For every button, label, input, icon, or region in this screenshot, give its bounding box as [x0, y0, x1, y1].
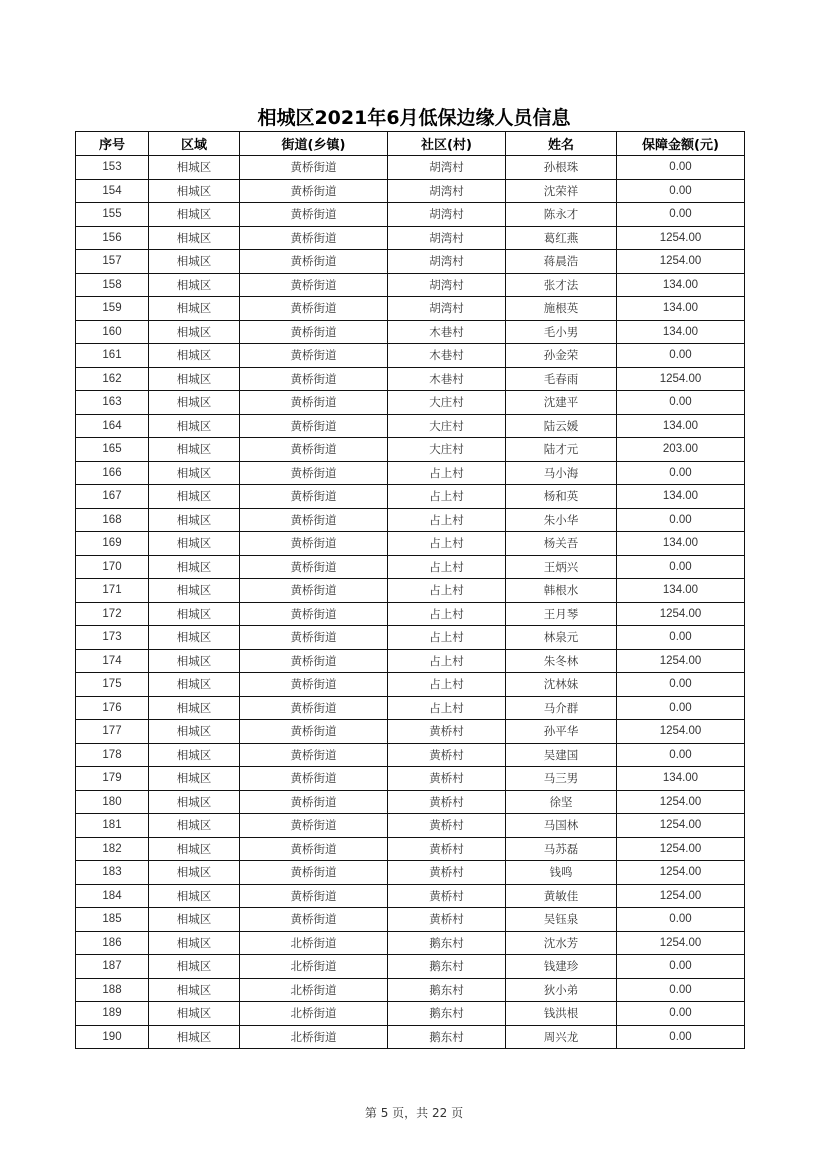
cell-district: 相城区 [149, 273, 240, 297]
table-row [76, 226, 745, 250]
cell-community: 黄桥村 [388, 814, 506, 838]
cell-amount: 0.00 [617, 203, 745, 227]
table-row [76, 461, 745, 485]
cell-community: 占上村 [388, 508, 506, 532]
cell-community: 木巷村 [388, 344, 506, 368]
cell-name: 马三男 [506, 767, 617, 791]
cell-name: 马小海 [506, 461, 617, 485]
cell-index: 166 [76, 461, 149, 485]
cell-street: 北桥街道 [240, 931, 388, 955]
cell-community: 大庄村 [388, 414, 506, 438]
table-row [76, 649, 745, 673]
cell-name: 王月琴 [506, 602, 617, 626]
cell-index: 174 [76, 649, 149, 673]
cell-amount: 1254.00 [617, 226, 745, 250]
cell-amount: 0.00 [617, 908, 745, 932]
cell-amount: 0.00 [617, 344, 745, 368]
cell-street: 北桥街道 [240, 1025, 388, 1049]
cell-street: 黄桥街道 [240, 884, 388, 908]
cell-index: 160 [76, 320, 149, 344]
cell-street: 黄桥街道 [240, 438, 388, 462]
cell-street: 黄桥街道 [240, 696, 388, 720]
cell-amount: 0.00 [617, 626, 745, 650]
cell-index: 181 [76, 814, 149, 838]
table-row [76, 720, 745, 744]
cell-name: 马国林 [506, 814, 617, 838]
cell-amount: 134.00 [617, 485, 745, 509]
cell-name: 蒋晨浩 [506, 250, 617, 274]
cell-street: 北桥街道 [240, 955, 388, 979]
cell-index: 179 [76, 767, 149, 791]
cell-street: 黄桥街道 [240, 532, 388, 556]
table-row [76, 673, 745, 697]
cell-community: 占上村 [388, 579, 506, 603]
table-row [76, 790, 745, 814]
cell-street: 黄桥街道 [240, 555, 388, 579]
cell-name: 毛小男 [506, 320, 617, 344]
cell-district: 相城区 [149, 720, 240, 744]
cell-district: 相城区 [149, 461, 240, 485]
table-row [76, 297, 745, 321]
cell-street: 黄桥街道 [240, 673, 388, 697]
cell-index: 184 [76, 884, 149, 908]
header-street: 街道(乡镇) [240, 132, 388, 156]
cell-district: 相城区 [149, 626, 240, 650]
cell-district: 相城区 [149, 179, 240, 203]
table-row [76, 555, 745, 579]
cell-name: 孙金荣 [506, 344, 617, 368]
cell-index: 167 [76, 485, 149, 509]
cell-district: 相城区 [149, 320, 240, 344]
cell-community: 鹅东村 [388, 931, 506, 955]
cell-community: 占上村 [388, 532, 506, 556]
cell-amount: 134.00 [617, 273, 745, 297]
cell-name: 朱冬林 [506, 649, 617, 673]
table-row [76, 273, 745, 297]
cell-name: 钱鸣 [506, 861, 617, 885]
cell-street: 黄桥街道 [240, 273, 388, 297]
table-row [76, 203, 745, 227]
cell-community: 胡湾村 [388, 297, 506, 321]
cell-name: 沈水芳 [506, 931, 617, 955]
cell-community: 胡湾村 [388, 250, 506, 274]
cell-index: 180 [76, 790, 149, 814]
cell-amount: 134.00 [617, 320, 745, 344]
cell-district: 相城区 [149, 250, 240, 274]
cell-district: 相城区 [149, 555, 240, 579]
cell-street: 黄桥街道 [240, 367, 388, 391]
cell-district: 相城区 [149, 884, 240, 908]
cell-district: 相城区 [149, 602, 240, 626]
header-community: 社区(村) [388, 132, 506, 156]
cell-amount: 0.00 [617, 179, 745, 203]
cell-street: 黄桥街道 [240, 767, 388, 791]
table-row [76, 156, 745, 180]
cell-community: 黄桥村 [388, 767, 506, 791]
cell-amount: 0.00 [617, 978, 745, 1002]
table-row [76, 250, 745, 274]
page-footer: 第 5 页，共 22 页 [364, 1106, 464, 1120]
cell-district: 相城区 [149, 1025, 240, 1049]
cell-amount: 0.00 [617, 1002, 745, 1026]
header-amount: 保障金额(元) [617, 132, 745, 156]
cell-index: 155 [76, 203, 149, 227]
cell-index: 186 [76, 931, 149, 955]
cell-district: 相城区 [149, 814, 240, 838]
header-index: 序号 [76, 132, 149, 156]
cell-index: 188 [76, 978, 149, 1002]
table-row [76, 884, 745, 908]
table-row [76, 367, 745, 391]
cell-name: 陈永才 [506, 203, 617, 227]
cell-index: 161 [76, 344, 149, 368]
cell-amount: 1254.00 [617, 790, 745, 814]
cell-community: 黄桥村 [388, 884, 506, 908]
cell-street: 黄桥街道 [240, 508, 388, 532]
cell-street: 黄桥街道 [240, 414, 388, 438]
cell-amount: 134.00 [617, 579, 745, 603]
cell-amount: 1254.00 [617, 720, 745, 744]
table-row [76, 344, 745, 368]
page-title: 相城区2021年6月低保边缘人员信息 [257, 107, 571, 129]
cell-index: 157 [76, 250, 149, 274]
table-row [76, 485, 745, 509]
cell-amount: 0.00 [617, 955, 745, 979]
cell-index: 165 [76, 438, 149, 462]
cell-amount: 1254.00 [617, 931, 745, 955]
cell-district: 相城区 [149, 344, 240, 368]
cell-index: 178 [76, 743, 149, 767]
cell-community: 木巷村 [388, 320, 506, 344]
cell-district: 相城区 [149, 861, 240, 885]
cell-street: 黄桥街道 [240, 226, 388, 250]
table-row [76, 931, 745, 955]
header-name: 姓名 [506, 132, 617, 156]
cell-name: 杨关吾 [506, 532, 617, 556]
cell-index: 177 [76, 720, 149, 744]
cell-district: 相城区 [149, 696, 240, 720]
cell-community: 鹅东村 [388, 1002, 506, 1026]
cell-index: 162 [76, 367, 149, 391]
cell-community: 黄桥村 [388, 908, 506, 932]
table-row [76, 861, 745, 885]
cell-amount: 0.00 [617, 673, 745, 697]
table-row [76, 532, 745, 556]
cell-index: 168 [76, 508, 149, 532]
cell-name: 毛春雨 [506, 367, 617, 391]
cell-name: 施根英 [506, 297, 617, 321]
cell-index: 175 [76, 673, 149, 697]
cell-index: 154 [76, 179, 149, 203]
cell-community: 黄桥村 [388, 720, 506, 744]
table-body [76, 156, 745, 1049]
cell-street: 北桥街道 [240, 978, 388, 1002]
cell-district: 相城区 [149, 649, 240, 673]
cell-name: 马苏磊 [506, 837, 617, 861]
cell-amount: 1254.00 [617, 861, 745, 885]
cell-community: 鹅东村 [388, 955, 506, 979]
cell-street: 黄桥街道 [240, 626, 388, 650]
cell-street: 黄桥街道 [240, 720, 388, 744]
cell-amount: 0.00 [617, 461, 745, 485]
cell-amount: 0.00 [617, 508, 745, 532]
table-row [76, 978, 745, 1002]
cell-district: 相城区 [149, 156, 240, 180]
cell-community: 占上村 [388, 649, 506, 673]
cell-community: 占上村 [388, 673, 506, 697]
table-row [76, 414, 745, 438]
cell-street: 黄桥街道 [240, 814, 388, 838]
table-row [76, 579, 745, 603]
cell-street: 黄桥街道 [240, 179, 388, 203]
cell-name: 徐坚 [506, 790, 617, 814]
cell-name: 孙平华 [506, 720, 617, 744]
cell-amount: 0.00 [617, 156, 745, 180]
cell-index: 173 [76, 626, 149, 650]
cell-street: 黄桥街道 [240, 250, 388, 274]
cell-name: 沈建平 [506, 391, 617, 415]
table-row [76, 767, 745, 791]
cell-amount: 134.00 [617, 297, 745, 321]
cell-amount: 0.00 [617, 391, 745, 415]
cell-street: 黄桥街道 [240, 203, 388, 227]
cell-street: 黄桥街道 [240, 861, 388, 885]
cell-index: 153 [76, 156, 149, 180]
cell-name: 陆才元 [506, 438, 617, 462]
cell-amount: 134.00 [617, 414, 745, 438]
cell-community: 胡湾村 [388, 203, 506, 227]
cell-index: 170 [76, 555, 149, 579]
cell-name: 钱建珍 [506, 955, 617, 979]
cell-name: 朱小华 [506, 508, 617, 532]
cell-street: 黄桥街道 [240, 649, 388, 673]
table-row [76, 179, 745, 203]
cell-street: 黄桥街道 [240, 579, 388, 603]
table-row [76, 1025, 745, 1049]
cell-name: 林泉元 [506, 626, 617, 650]
cell-amount: 1254.00 [617, 367, 745, 391]
cell-street: 黄桥街道 [240, 320, 388, 344]
cell-street: 黄桥街道 [240, 743, 388, 767]
table-row [76, 438, 745, 462]
table-row [76, 320, 745, 344]
table-row [76, 391, 745, 415]
cell-name: 马介群 [506, 696, 617, 720]
cell-district: 相城区 [149, 414, 240, 438]
cell-amount: 134.00 [617, 532, 745, 556]
cell-district: 相城区 [149, 438, 240, 462]
cell-street: 黄桥街道 [240, 485, 388, 509]
cell-amount: 1254.00 [617, 884, 745, 908]
cell-name: 葛红燕 [506, 226, 617, 250]
cell-amount: 1254.00 [617, 602, 745, 626]
cell-index: 163 [76, 391, 149, 415]
cell-amount: 1254.00 [617, 814, 745, 838]
cell-index: 176 [76, 696, 149, 720]
cell-district: 相城区 [149, 532, 240, 556]
cell-district: 相城区 [149, 955, 240, 979]
cell-index: 172 [76, 602, 149, 626]
cell-street: 黄桥街道 [240, 297, 388, 321]
cell-index: 156 [76, 226, 149, 250]
table-row [76, 814, 745, 838]
cell-district: 相城区 [149, 579, 240, 603]
cell-name: 陆云媛 [506, 414, 617, 438]
cell-amount: 0.00 [617, 743, 745, 767]
cell-name: 韩根水 [506, 579, 617, 603]
cell-index: 185 [76, 908, 149, 932]
cell-street: 北桥街道 [240, 1002, 388, 1026]
cell-name: 沈荣祥 [506, 179, 617, 203]
cell-index: 169 [76, 532, 149, 556]
cell-district: 相城区 [149, 391, 240, 415]
cell-name: 吴建国 [506, 743, 617, 767]
cell-district: 相城区 [149, 767, 240, 791]
cell-street: 黄桥街道 [240, 344, 388, 368]
cell-community: 胡湾村 [388, 179, 506, 203]
cell-community: 木巷村 [388, 367, 506, 391]
cell-amount: 1254.00 [617, 250, 745, 274]
cell-community: 黄桥村 [388, 790, 506, 814]
cell-district: 相城区 [149, 790, 240, 814]
cell-index: 182 [76, 837, 149, 861]
cell-index: 171 [76, 579, 149, 603]
cell-amount: 0.00 [617, 555, 745, 579]
cell-index: 187 [76, 955, 149, 979]
cell-amount: 203.00 [617, 438, 745, 462]
cell-district: 相城区 [149, 508, 240, 532]
cell-amount: 1254.00 [617, 649, 745, 673]
cell-community: 黄桥村 [388, 861, 506, 885]
cell-community: 大庄村 [388, 391, 506, 415]
table-row [76, 508, 745, 532]
cell-district: 相城区 [149, 1002, 240, 1026]
cell-street: 黄桥街道 [240, 602, 388, 626]
cell-name: 张才法 [506, 273, 617, 297]
cell-street: 黄桥街道 [240, 461, 388, 485]
cell-district: 相城区 [149, 367, 240, 391]
cell-district: 相城区 [149, 226, 240, 250]
cell-name: 周兴龙 [506, 1025, 617, 1049]
header-district: 区域 [149, 132, 240, 156]
cell-district: 相城区 [149, 931, 240, 955]
cell-community: 大庄村 [388, 438, 506, 462]
cell-community: 胡湾村 [388, 226, 506, 250]
cell-index: 164 [76, 414, 149, 438]
data-table [75, 131, 745, 1049]
cell-district: 相城区 [149, 743, 240, 767]
cell-name: 钱洪根 [506, 1002, 617, 1026]
cell-community: 占上村 [388, 602, 506, 626]
table-row [76, 908, 745, 932]
table-row [76, 743, 745, 767]
cell-index: 190 [76, 1025, 149, 1049]
table-row [76, 837, 745, 861]
cell-community: 黄桥村 [388, 837, 506, 861]
cell-community: 鹅东村 [388, 978, 506, 1002]
cell-street: 黄桥街道 [240, 908, 388, 932]
table-row [76, 696, 745, 720]
cell-name: 杨和英 [506, 485, 617, 509]
table-row [76, 626, 745, 650]
cell-index: 158 [76, 273, 149, 297]
cell-index: 159 [76, 297, 149, 321]
cell-community: 占上村 [388, 626, 506, 650]
cell-district: 相城区 [149, 837, 240, 861]
cell-amount: 0.00 [617, 696, 745, 720]
cell-community: 鹅东村 [388, 1025, 506, 1049]
cell-community: 胡湾村 [388, 156, 506, 180]
cell-district: 相城区 [149, 673, 240, 697]
cell-street: 黄桥街道 [240, 837, 388, 861]
cell-name: 孙根珠 [506, 156, 617, 180]
cell-community: 占上村 [388, 555, 506, 579]
cell-street: 黄桥街道 [240, 790, 388, 814]
cell-name: 吴钰泉 [506, 908, 617, 932]
cell-district: 相城区 [149, 908, 240, 932]
cell-name: 黄敏佳 [506, 884, 617, 908]
cell-community: 胡湾村 [388, 273, 506, 297]
cell-amount: 134.00 [617, 767, 745, 791]
table-row [76, 955, 745, 979]
cell-street: 黄桥街道 [240, 391, 388, 415]
cell-street: 黄桥街道 [240, 156, 388, 180]
table-row [76, 1002, 745, 1026]
cell-community: 占上村 [388, 485, 506, 509]
cell-district: 相城区 [149, 297, 240, 321]
cell-index: 189 [76, 1002, 149, 1026]
table-row [76, 602, 745, 626]
cell-name: 王炳兴 [506, 555, 617, 579]
cell-community: 占上村 [388, 461, 506, 485]
cell-index: 183 [76, 861, 149, 885]
cell-community: 占上村 [388, 696, 506, 720]
cell-district: 相城区 [149, 978, 240, 1002]
cell-district: 相城区 [149, 485, 240, 509]
cell-name: 狄小弟 [506, 978, 617, 1002]
cell-amount: 1254.00 [617, 837, 745, 861]
cell-name: 沈林妹 [506, 673, 617, 697]
cell-community: 黄桥村 [388, 743, 506, 767]
table-header-row [76, 132, 745, 156]
cell-district: 相城区 [149, 203, 240, 227]
cell-amount: 0.00 [617, 1025, 745, 1049]
